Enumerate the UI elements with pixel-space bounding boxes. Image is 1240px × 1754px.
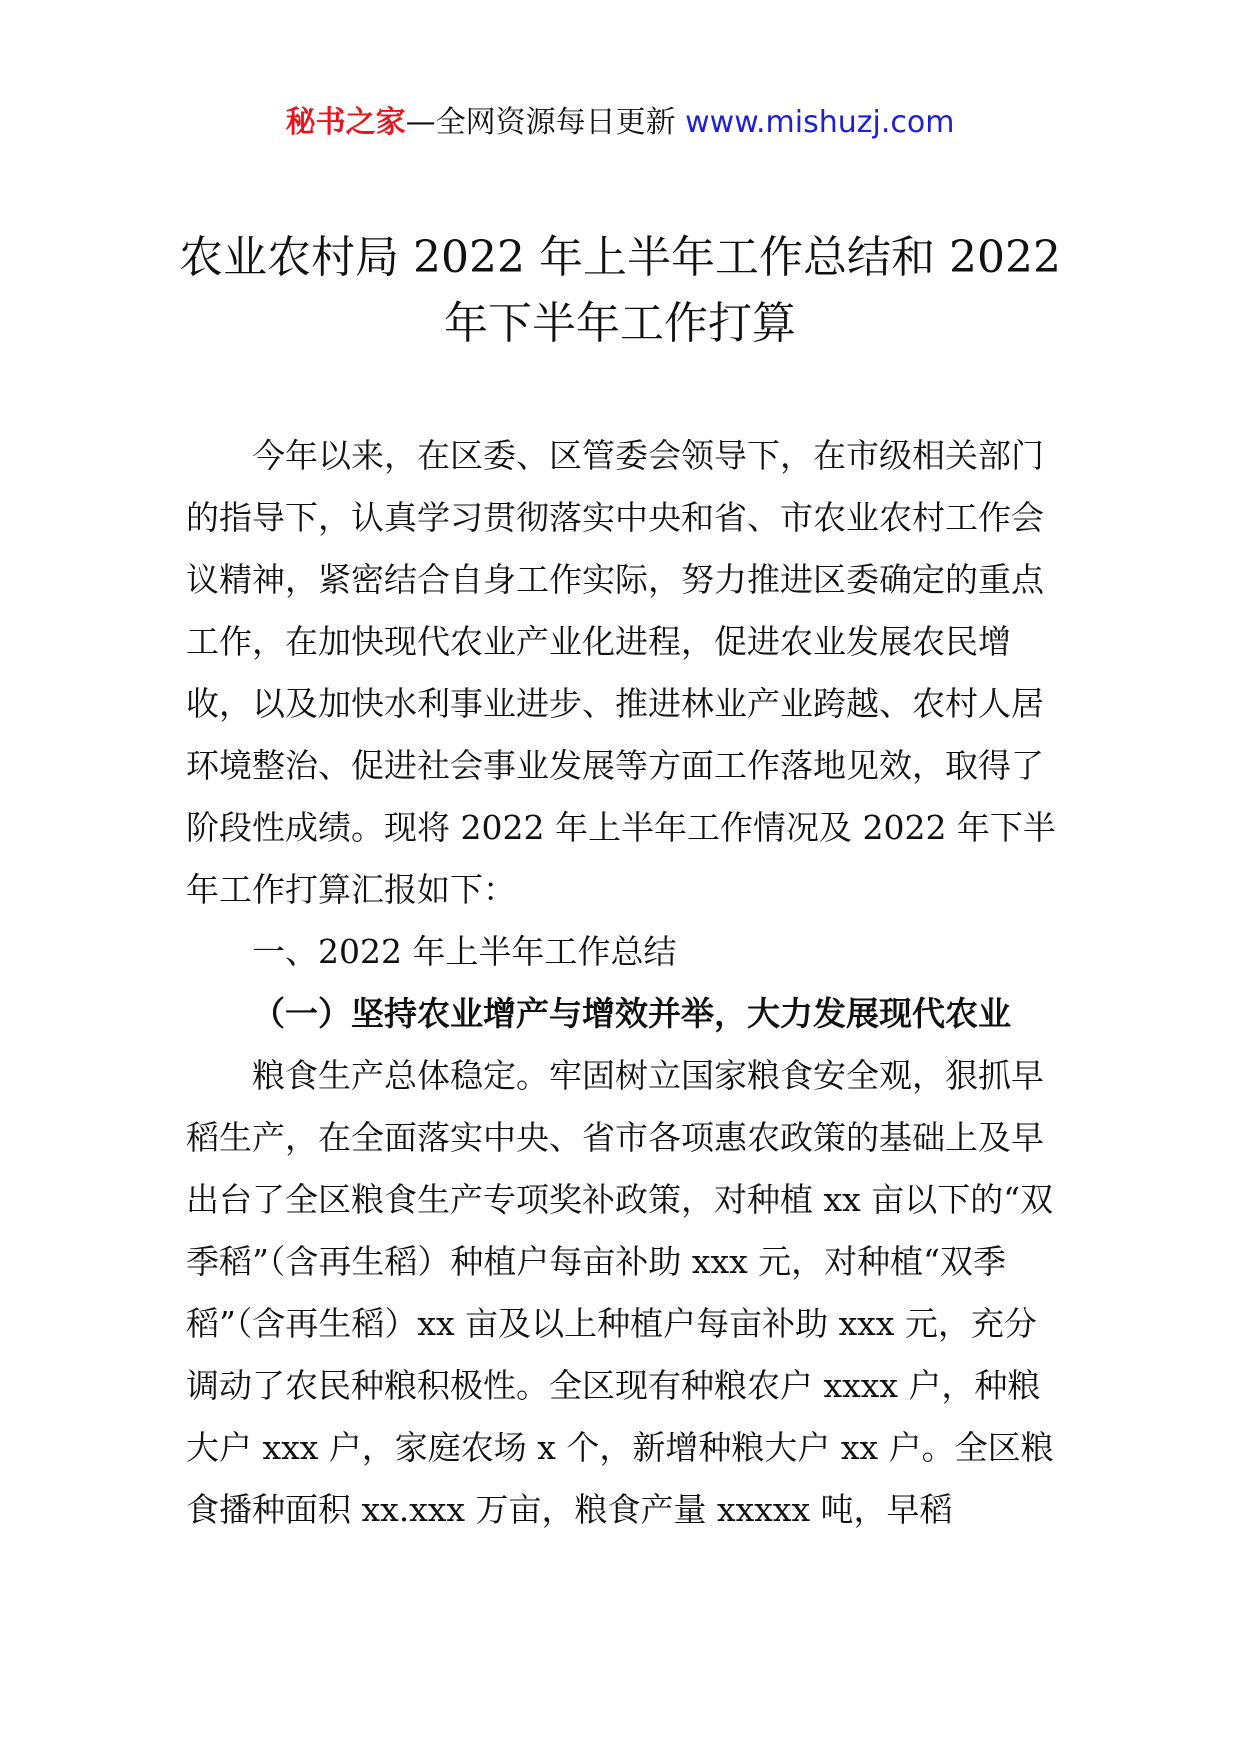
site-header — [0, 98, 1240, 148]
title-line-2: 年下半年工作打算 — [444, 298, 796, 349]
header-slogan: —全网资源每日更新 — [405, 105, 676, 140]
document-body — [186, 425, 1056, 1541]
brand-name: 秘书之家 — [285, 105, 406, 140]
document-title — [150, 225, 1090, 357]
site-url-link[interactable]: www.mishuzj.com — [685, 105, 955, 140]
title-line-1: 农业农村局 2022 年上半年工作总结和 2022 — [179, 232, 1061, 283]
subsection-heading-1: （一）坚持农业增产与增效并举，大力发展现代农业 — [252, 994, 1011, 1033]
intro-paragraph: 今年以来，在区委、区管委会领导下，在市级相关部门的指导下，认真学习贯彻落实中央和省、市农业农村工作会议精神，紧密结合自身工作实际，努力推进区委确定的重点工作，在加快现代农业产业化进程，促进农业发展农民增收，以及加快水利事业进步、推进林业产业跨越、农村人居环境整治、促进社会事业发展等方面工作落地见效，取得了阶段性成绩。现将 2022 年上半年工作情况及 2022 年下半年工作打算汇报如下： — [186, 436, 1056, 909]
section-heading-1: 一、2022 年上半年工作总结 — [252, 932, 677, 971]
grain-production-paragraph: 粮食生产总体稳定。牢固树立国家粮食安全观，狠抓早稻生产，在全面落实中央、省市各项惠农政策的基础上及早出台了全区粮食生产专项奖补政策，对种植 xx 亩以下的“双季稻”（含再生稻）种植户每亩补助 xxx 元，对种植“双季稻”（含再生稻）xx 亩及以上种植户每亩补助 xxx 元，充分调动了农民种粮积极性。全区现有种粮农户 xxxx 户，种粮大户 xxx 户，家庭农场 x 个，新增种粮大户 xx 户。全区粮食播种面积 xx.xxx 万亩，粮食产量 xxxxx 吨，早稻 — [186, 1056, 1054, 1529]
